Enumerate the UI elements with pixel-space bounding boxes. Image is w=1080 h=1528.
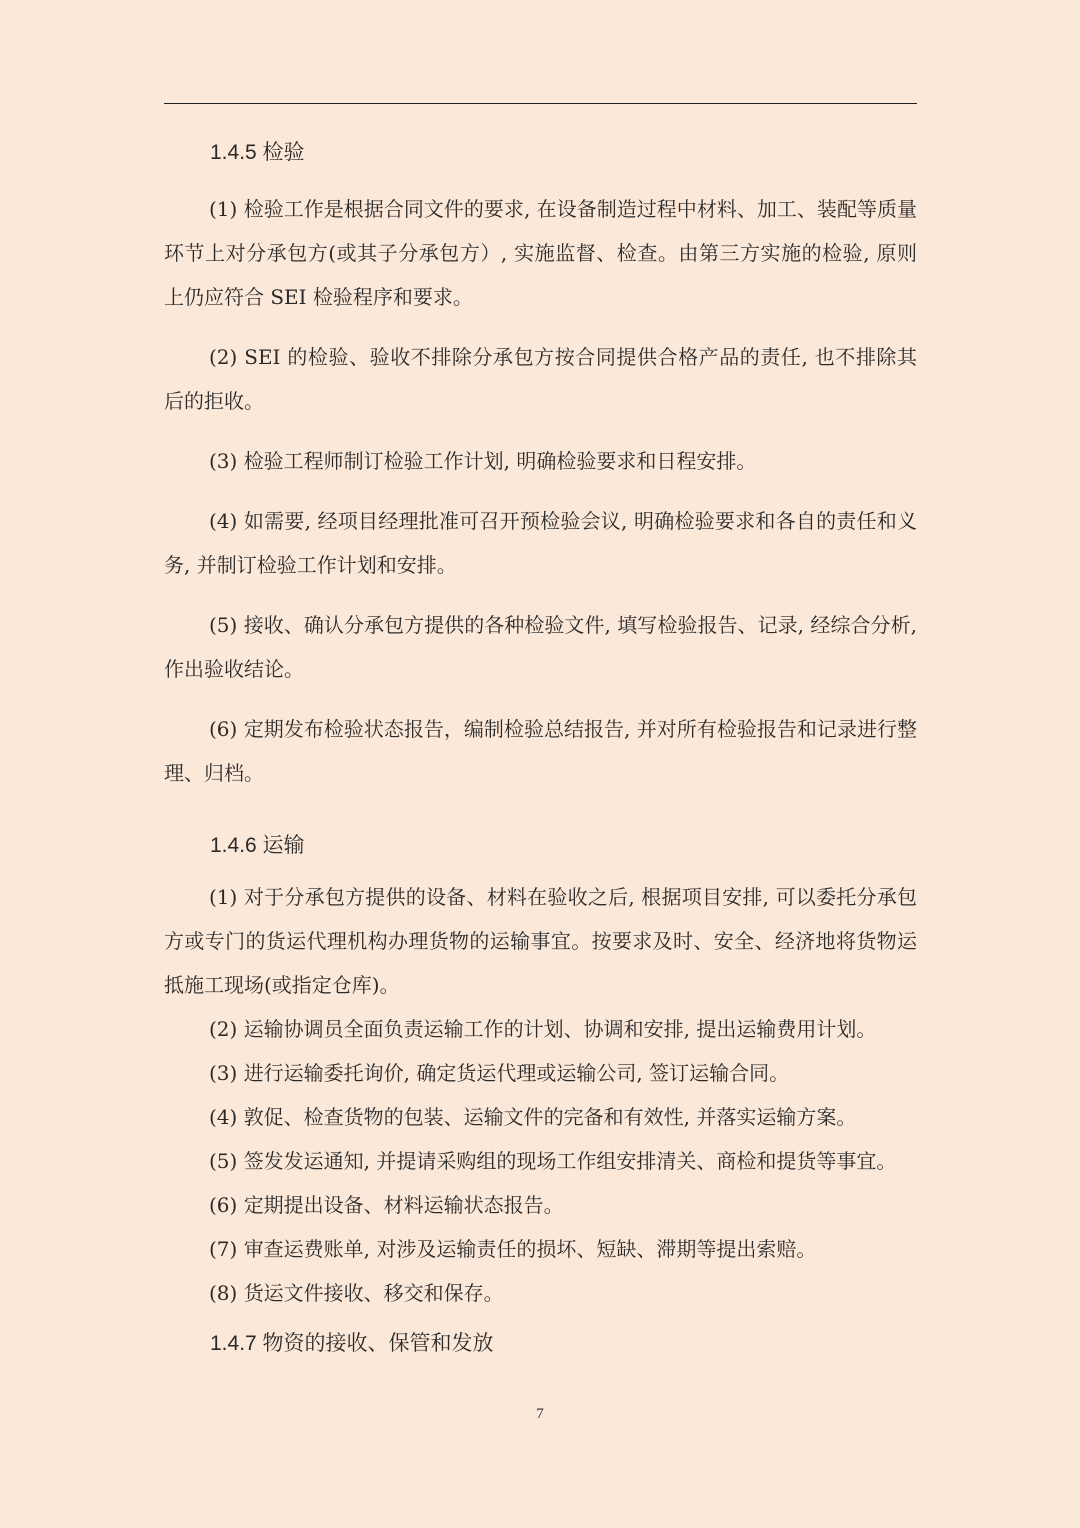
section-heading: 1.4.6 运输 (210, 834, 305, 857)
page-number: 7 (536, 1406, 544, 1422)
paragraph: (6) 定期提出设备、材料运输状态报告。 (209, 1193, 564, 1217)
page-content (164, 130, 917, 1367)
paragraph: (6) 定期发布检验状态报告，编制检验总结报告, 并对所有检验报告和记录进行整理、归档。 (164, 717, 917, 785)
paragraph: (4) 如需要, 经项目经理批准可召开预检验会议, 明确检验要求和各自的责任和义务, 并制订检验工作计划和安排。 (164, 509, 917, 577)
paragraph: (1) 对于分承包方提供的设备、材料在验收之后, 根据项目安排, 可以委托分承包方或专门的货运代理机构办理货物的运输事宜。按要求及时、安全、经济地将货物运抵施工现场(或指定仓库)。 (164, 885, 917, 997)
section-heading: 1.4.5 检验 (210, 141, 305, 164)
paragraph: (5) 接收、确认分承包方提供的各种检验文件, 填写检验报告、记录, 经综合分析, 作出验收结论。 (164, 613, 917, 681)
paragraph: (1) 检验工作是根据合同文件的要求, 在设备制造过程中材料、加工、装配等质量环节上对分承包方(或其子分承包方）, 实施监督、检查。由第三方实施的检验, 原则上仍应符合 SEI 检验程序和要求。 (164, 197, 917, 309)
paragraph: (2) 运输协调员全面负责运输工作的计划、协调和安排, 提出运输费用计划。 (209, 1017, 877, 1041)
paragraph: (4) 敦促、检查货物的包装、运输文件的完备和有效性, 并落实运输方案。 (209, 1105, 857, 1129)
section-heading: 1.4.7 物资的接收、保管和发放 (210, 1332, 494, 1355)
paragraph: (2) SEI 的检验、验收不排除分承包方按合同提供合格产品的责任, 也不排除其后的拒收。 (164, 345, 917, 413)
paragraph: (8) 货运文件接收、移交和保存。 (209, 1281, 504, 1305)
paragraph: (3) 检验工程师制订检验工作计划, 明确检验要求和日程安排。 (209, 449, 757, 473)
header-rule (164, 103, 917, 104)
paragraph: (3) 进行运输委托询价, 确定货运代理或运输公司, 签订运输合同。 (209, 1061, 790, 1085)
paragraph: (7) 审查运费账单, 对涉及运输责任的损坏、短缺、滞期等提出索赔。 (209, 1237, 817, 1261)
paragraph: (5) 签发发运通知, 并提请采购组的现场工作组安排清关、商检和提货等事宜。 (209, 1149, 897, 1173)
